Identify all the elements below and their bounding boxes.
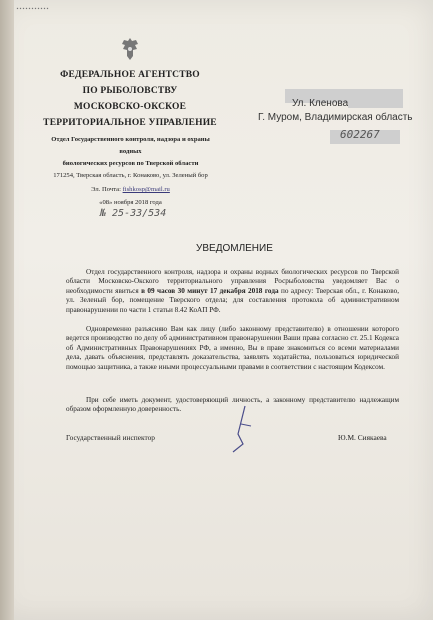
p1-bold: в 09 часов 30 минут 17 декабря 2018 года (141, 286, 279, 295)
p1-end: по адресу: Тверская обл., г. Конаково, ул. Зеленый бор, помещение Тверского отдела; для составления протокола об административном правонарушении по части 1 статьи 8.42 КоАП РФ. (66, 286, 400, 314)
address: 171254, Тверская область, г. Конаково, ул. Зеленый бор (53, 172, 208, 179)
signatory-name: Ю.М. Сиякаева (338, 433, 387, 442)
notice-paragraph-3: При себе иметь документ, удостоверяющий личность, а законному представителю надлежащим образом оформленную доверенность. (66, 396, 399, 414)
p1-start: Отдел государственного контроля, надзора и охраны водных биологических ресурсов по Тверской области Московско-Окского территориального управления Росрыболовства уведомляет Вас о необходимости явиться (66, 268, 399, 295)
signature-icon (225, 404, 260, 454)
notice-title: УВЕДОМЛЕНИЕ (196, 243, 273, 254)
paper-edge (0, 0, 14, 620)
emblem-icon (118, 36, 142, 62)
recipient-postcode: 602267 (340, 128, 380, 141)
notice-paragraph-1 (66, 268, 399, 315)
dept-line-1: Отдел Государственного контроля, надзора и охраны (51, 136, 210, 143)
agency-line-3: МОСКОВСКО-ОКСКОЕ (73, 102, 187, 112)
email-row (28, 186, 233, 193)
recipient-street: Ул. Кленова (292, 98, 349, 109)
email-link[interactable]: fishkosp@mail.ru (122, 186, 170, 193)
dept-line-3: биологических ресурсов по Тверской области (62, 160, 199, 167)
redacted-house (348, 94, 403, 108)
agency-line-1: ФЕДЕРАЛЬНОЕ АГЕНТСТВО (60, 70, 200, 80)
notice-paragraph-2: Одновременно разъясняю Вам как лицу (либо законному представителю) в отношении которого ведется производство по делу об административном правонарушении Ваши права согласно ст. 25.1 Кодекса об Административных Правонарушениях РФ, а именно, Вы в праве знакомиться со всеми материалами дела, давать объяснения, представлять доказательства, заявлять ходатайства, пользоваться юридической помощью защитника, а также иными процессуальными правами в соответствии с настоящим Кодексом. (66, 325, 399, 371)
top-mark: ▪▪▪▪▪▪▪▪▪▪▪ (16, 6, 50, 12)
recipient-city: Г. Муром, Владимирская область (258, 112, 413, 123)
agency-line-2: ПО РЫБОЛОВСТВУ (82, 86, 178, 96)
signatory-position: Государственный инспектор (66, 433, 156, 442)
email-label: Эл. Почта: (91, 186, 121, 193)
outgoing-number: № 25-33/534 (100, 208, 167, 219)
dept-line-2: водных (119, 148, 142, 155)
agency-line-4: ТЕРРИТОРИАЛЬНОЕ УПРАВЛЕНИЕ (43, 118, 217, 128)
date: «08» ноября 2018 года (99, 199, 162, 206)
